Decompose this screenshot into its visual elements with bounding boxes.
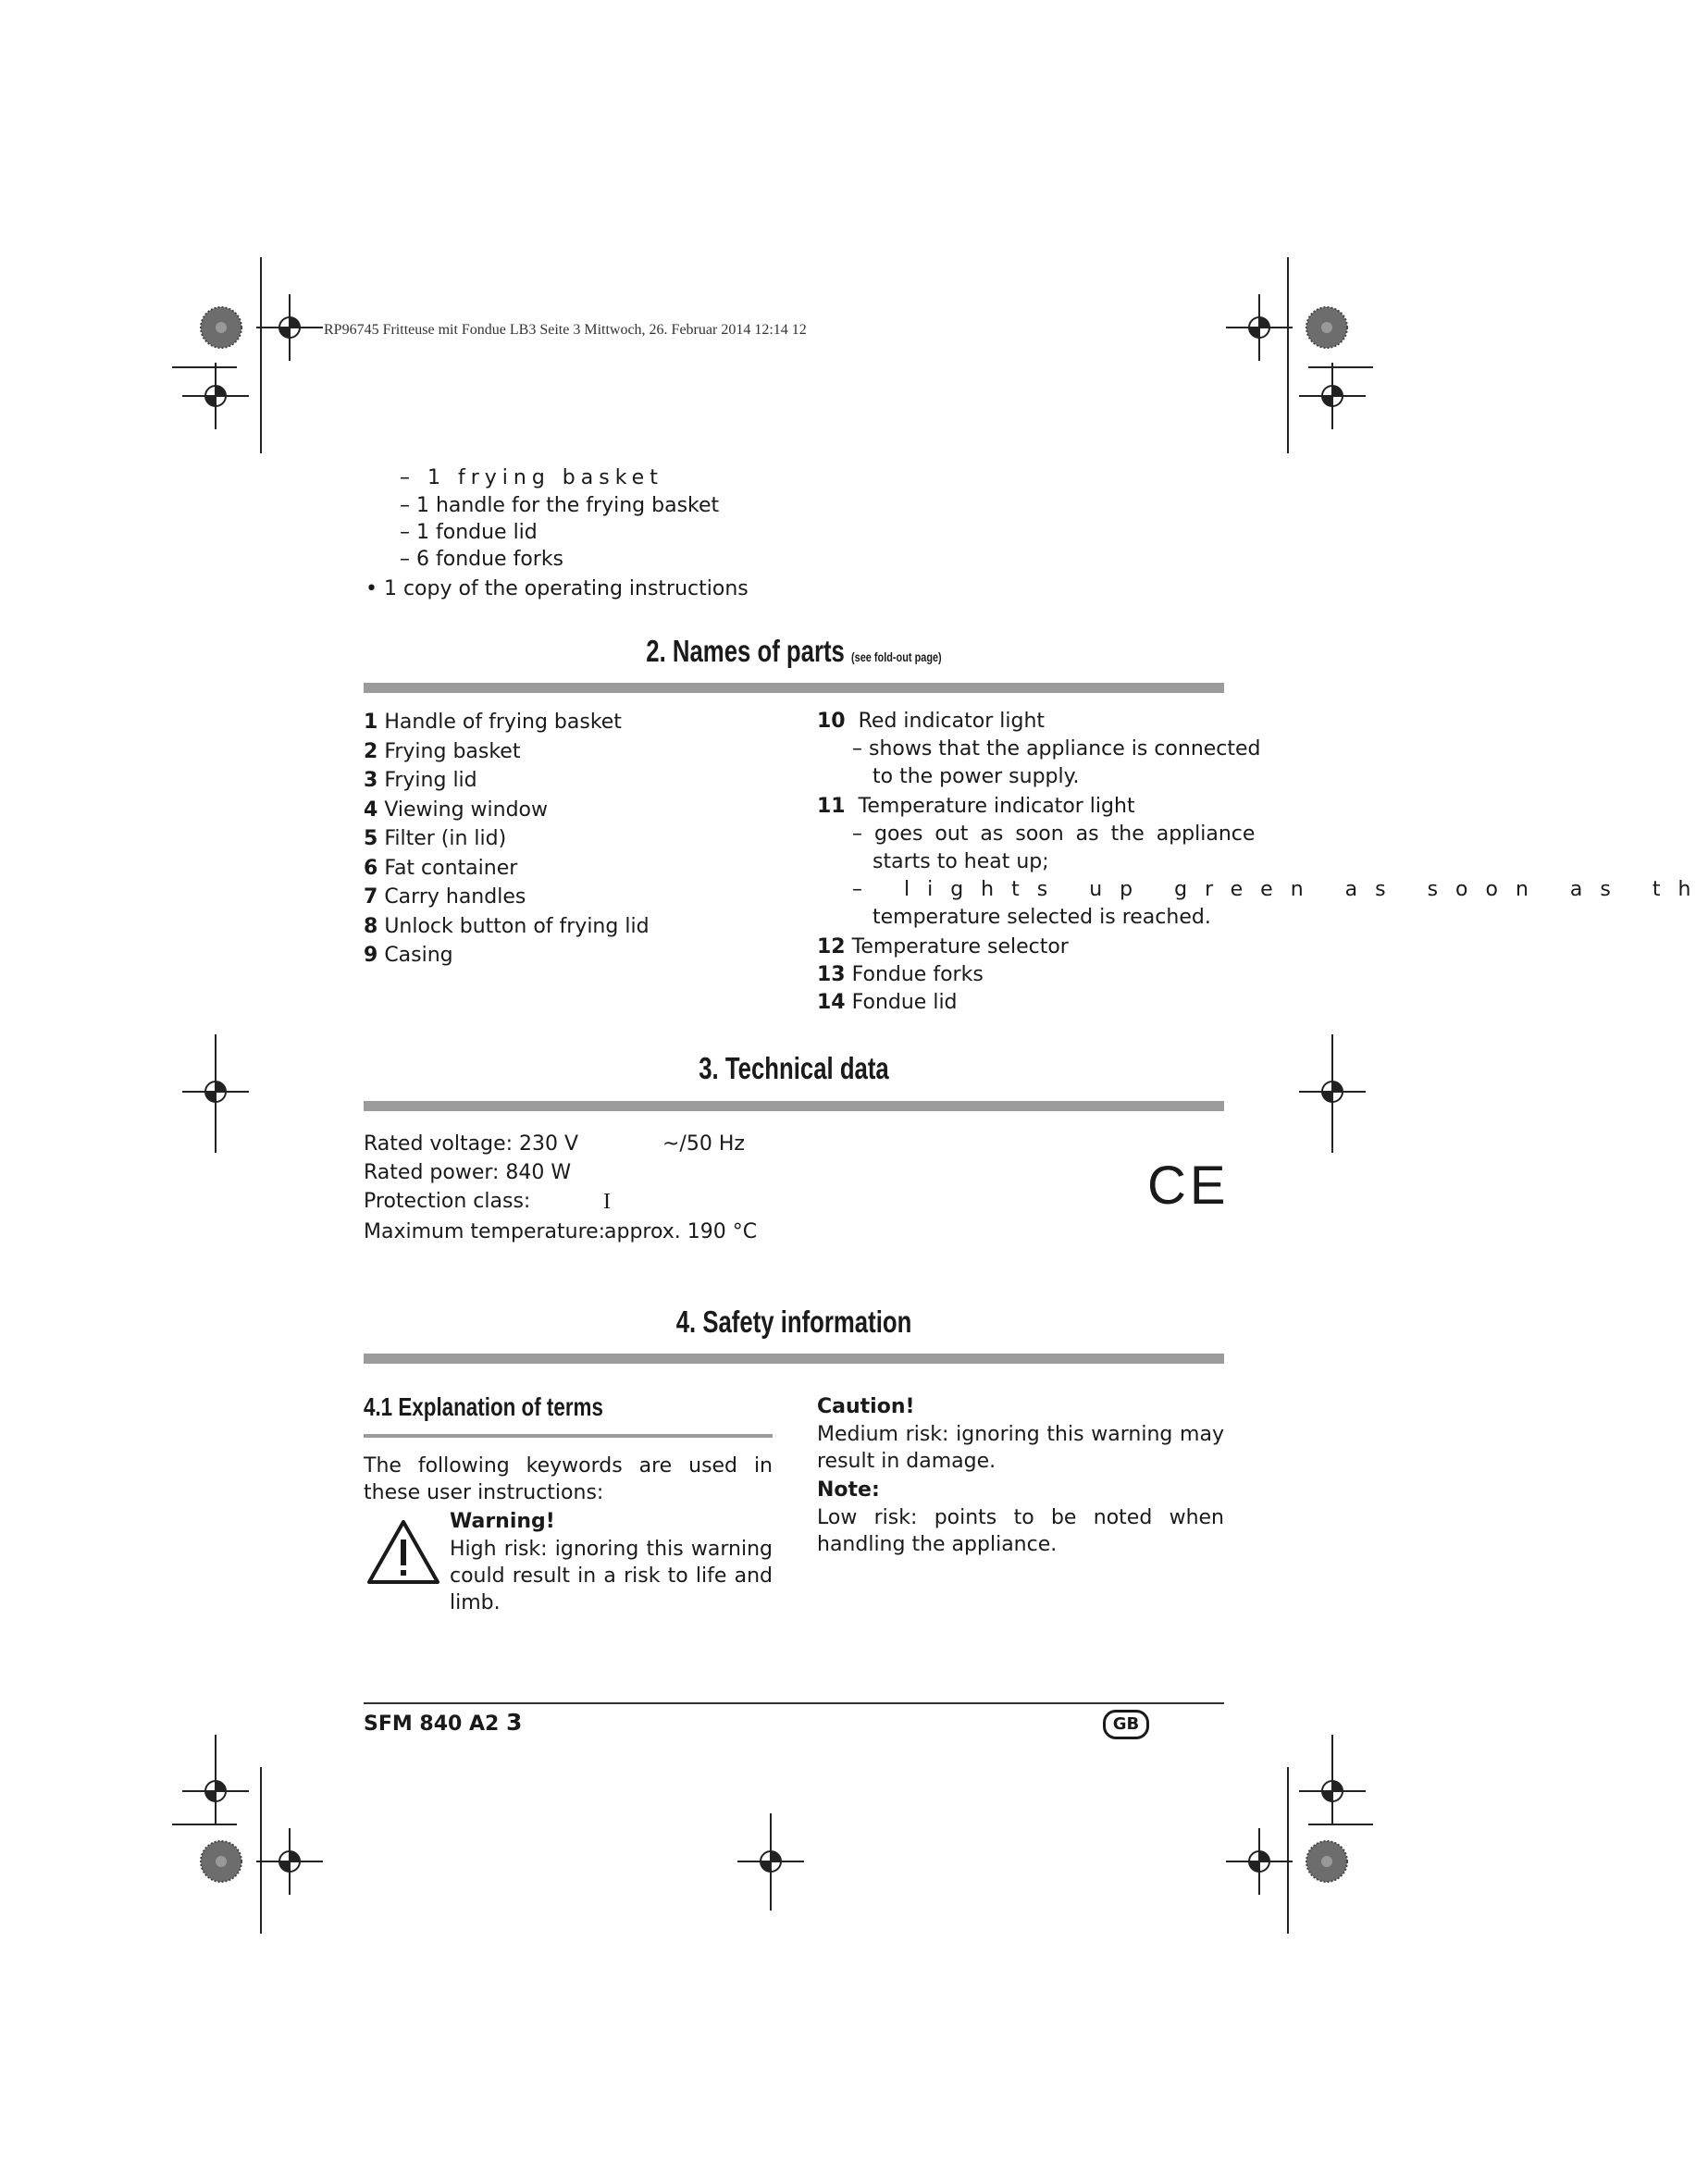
list-item-detail: – shows that the appliance is connected	[852, 737, 1261, 760]
warning-triangle-icon	[366, 1519, 440, 1586]
section-title: 4. Safety information	[675, 1305, 912, 1339]
footer-rule	[364, 1702, 1224, 1704]
list-item: 2 Frying basket	[364, 739, 521, 763]
parts-list-right	[817, 708, 1708, 1017]
list-item: – 1 frying basket	[400, 466, 663, 489]
list-item-detail: – lights up green as soon as th	[852, 878, 1708, 901]
section-note: (see fold-out page)	[851, 649, 942, 664]
note-text: Low risk: points to be noted when handling the appliance.	[817, 1506, 1224, 1556]
warning-title: Warning!	[450, 1510, 555, 1533]
list-item: – 6 fondue forks	[400, 548, 564, 571]
ce-mark-icon: CE	[1147, 1156, 1230, 1216]
list-item: 5 Filter (in lid)	[364, 827, 507, 850]
list-item: 13 Fondue forks	[817, 963, 984, 986]
list-item-detail: – goes out as soon as the appliance	[852, 822, 1256, 846]
list-item: 3 Frying lid	[364, 769, 477, 792]
section-heading	[364, 1305, 1224, 1340]
list-item: – 1 fondue lid	[400, 521, 538, 544]
section-divider	[364, 1354, 1224, 1364]
list-item: 10 Red indicator light	[817, 710, 1046, 733]
country-badge: GB	[1103, 1710, 1149, 1739]
section-title: 3. Technical data	[699, 1051, 889, 1085]
section-divider	[364, 683, 1224, 693]
list-item: 11 Temperature indicator light	[817, 795, 1135, 818]
caution-text: Medium risk: ignoring this warning may result in damage.	[817, 1423, 1224, 1473]
caution-title: Caution!	[817, 1395, 915, 1418]
section-heading	[364, 634, 1224, 669]
rated-power: Rated power: 840 W	[364, 1161, 572, 1184]
list-item-detail: temperature selected is reached.	[873, 906, 1211, 929]
section-divider	[364, 1101, 1224, 1111]
intro-text: The following keywords are used in these user instructions:	[364, 1454, 773, 1504]
footer-model: SFM 840 A2 3	[364, 1709, 523, 1736]
rated-voltage: Rated voltage: 230 V	[364, 1132, 579, 1156]
list-item: – 1 handle for the frying basket	[400, 494, 720, 517]
list-item: • 1 copy of the operating instructions	[365, 577, 749, 600]
protection-class-value: I	[603, 1190, 611, 1214]
section-heading	[364, 1051, 1224, 1086]
protection-class-label: Protection class:	[364, 1190, 531, 1213]
list-item: 6 Fat container	[364, 856, 518, 880]
list-item-detail: starts to heat up;	[873, 850, 1049, 873]
list-item: 4 Viewing window	[364, 798, 548, 822]
list-item-detail: to the power supply.	[873, 765, 1080, 788]
note-title: Note:	[817, 1478, 880, 1502]
frequency: ~/50 Hz	[662, 1132, 745, 1156]
list-item: 7 Carry handles	[364, 885, 526, 909]
list-item: 12 Temperature selector	[817, 935, 1069, 958]
max-temperature-value: approx. 190 °C	[604, 1220, 758, 1243]
print-info-line: RP96745 Fritteuse mit Fondue LB3 Seite 3 Mittwoch, 26. Februar 2014 12:14 12	[324, 322, 807, 338]
warning-text: High risk: ignoring this warning could result in a risk to life and limb.	[450, 1538, 773, 1614]
list-item: 1 Handle of frying basket	[364, 711, 622, 734]
subsection-title: 4.1 Explanation of terms	[364, 1392, 603, 1421]
list-item: 8 Unlock button of frying lid	[364, 914, 650, 938]
section-title: 2. Names of parts	[646, 634, 845, 668]
subsection-divider	[364, 1434, 773, 1438]
list-item: 14 Fondue lid	[817, 991, 958, 1014]
parts-list-left	[364, 708, 650, 971]
page-number: 3	[506, 1709, 523, 1736]
list-item: 9 Casing	[364, 944, 453, 967]
max-temperature-label: Maximum temperature:	[364, 1220, 606, 1243]
